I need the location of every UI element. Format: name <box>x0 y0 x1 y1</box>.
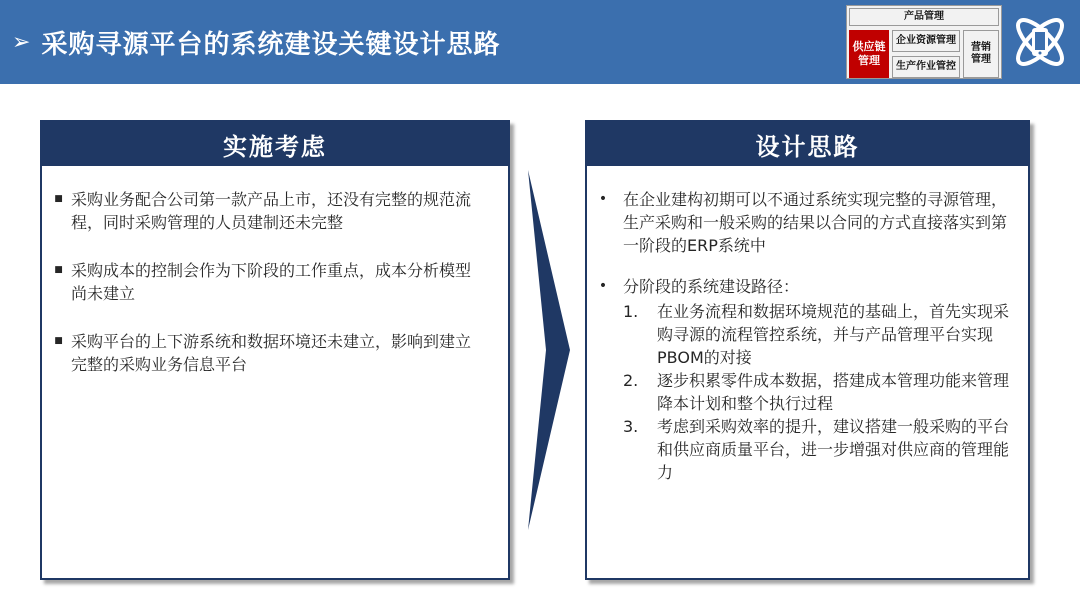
list-item-text: 采购业务配合公司第一款产品上市，还没有完整的规范流程，同时采购管理的人员建制还未完整 <box>71 190 472 232</box>
header-bar <box>0 0 1080 84</box>
step-text: 逐步积累零件成本数据，搭建成本管理功能来管理降本计划和整个执行过程 <box>657 371 1010 413</box>
step-number: 3. <box>623 417 639 436</box>
list-item-body <box>623 275 1020 484</box>
step-number: 2. <box>623 371 639 390</box>
system-matrix <box>846 5 1002 79</box>
design-panel <box>585 120 1030 580</box>
list-item <box>50 330 486 376</box>
square-bullet-icon: ■ <box>54 336 63 346</box>
design-panel-title: 设计思路 <box>587 122 1028 166</box>
design-list <box>587 166 1028 484</box>
implementation-panel <box>40 120 510 580</box>
list-item <box>50 188 486 234</box>
step-number: 1. <box>623 302 639 321</box>
atom-phone-icon <box>1008 10 1072 74</box>
matrix-erp: 企业资源管理 <box>892 30 960 52</box>
matrix-scm <box>849 30 889 78</box>
matrix-mes: 生产作业管控 <box>892 56 960 78</box>
chevron-arrow-icon <box>528 170 570 530</box>
implementation-list <box>42 166 508 376</box>
list-item <box>50 259 486 305</box>
page-title <box>12 24 500 61</box>
square-bullet-icon: ■ <box>54 265 63 275</box>
step-item <box>623 369 1020 415</box>
list-item <box>591 188 1020 257</box>
list-item-text: 分阶段的系统建设路径： <box>623 277 800 296</box>
implementation-panel-title: 实施考虑 <box>42 122 508 166</box>
square-bullet-icon: ■ <box>54 194 63 204</box>
list-item <box>591 275 1020 484</box>
page-title-text: 采购寻源平台的系统建设关键设计思路 <box>41 30 501 60</box>
matrix-marketing <box>963 30 999 78</box>
step-text: 考虑到采购效率的提升，建议搭建一般采购的平台和供应商质量平台，进一步增强对供应商的管理能力 <box>657 417 1010 482</box>
matrix-scm-label: 供应链管理 <box>852 40 886 67</box>
arrow-marker-icon: ➢ <box>12 30 32 55</box>
step-list <box>623 300 1020 484</box>
dot-bullet-icon: • <box>598 278 608 294</box>
list-item-text: 采购平台的上下游系统和数据环境还未建立，影响到建立完整的采购业务信息平台 <box>71 332 472 374</box>
list-item-text: 采购成本的控制会作为下阶段的工作重点，成本分析模型尚未建立 <box>71 261 472 303</box>
dot-bullet-icon: • <box>598 191 608 207</box>
list-item-text: 在企业建构初期可以不通过系统实现完整的寻源管理，生产采购和一般采购的结果以合同的方式直接落实到第一阶段的ERP系统中 <box>623 190 1008 255</box>
matrix-marketing-label: 营销管理 <box>971 42 991 65</box>
step-item <box>623 415 1020 484</box>
matrix-product: 产品管理 <box>849 8 999 26</box>
step-text: 在业务流程和数据环境规范的基础上，首先实现采购寻源的流程管控系统，并与产品管理平台实现PBOM的对接 <box>657 302 1010 367</box>
step-item <box>623 300 1020 369</box>
